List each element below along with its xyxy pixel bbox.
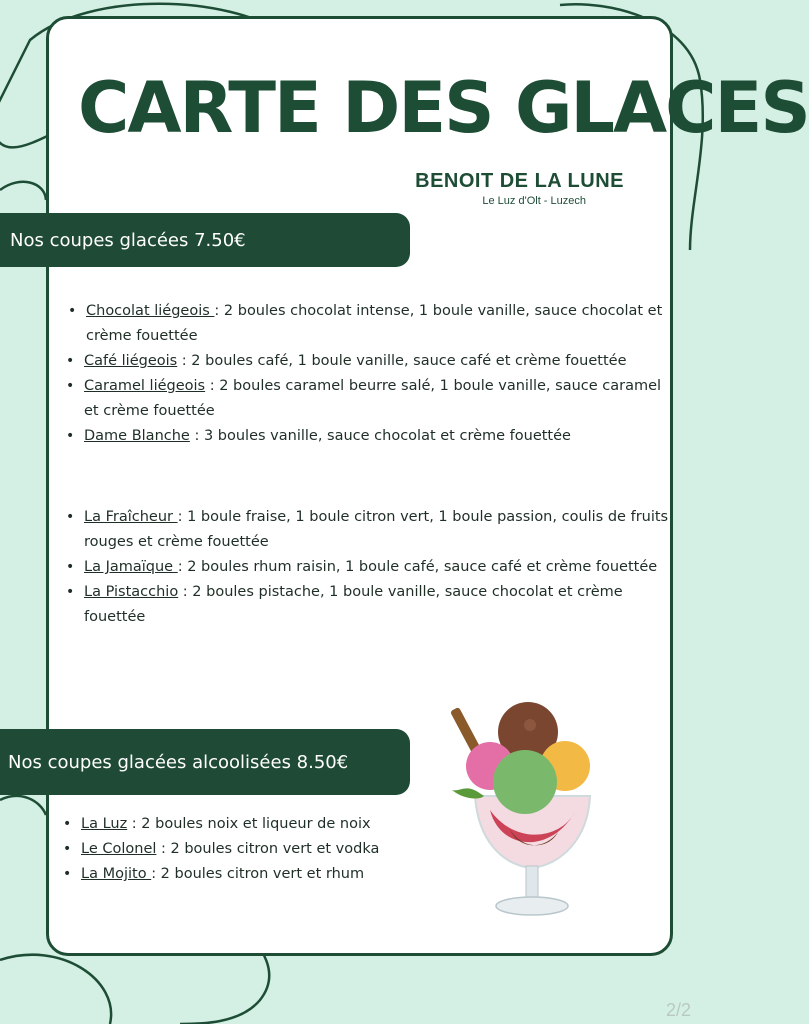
item-description: : 2 boules chocolat intense, 1 boule vanille, sauce chocolat et crème fouettée: [86, 303, 663, 344]
item-name: Le Colonel: [81, 841, 157, 857]
brand-name: BENOIT DE LA LUNE: [415, 170, 624, 192]
item-description: : 2 boules citron vert et vodka: [156, 841, 380, 857]
section-heading-coupes: [0, 213, 410, 267]
section-heading-label: Nos coupes glacées alcoolisées 8.50€: [8, 751, 349, 773]
item-description: : 2 boules noix et liqueur de noix: [127, 816, 371, 832]
item-description: : 3 boules vanille, sauce chocolat et crème fouettée: [189, 428, 571, 444]
section-heading-label: Nos coupes glacées 7.50€: [10, 229, 246, 251]
item-description: : 1 boule fraise, 1 boule citron vert, 1 boule passion, coulis de fruits rouges et crème fouettée: [84, 509, 669, 550]
ice-cream-sundae-icon: [440, 700, 610, 922]
list-item: [66, 505, 676, 555]
item-description: : 2 boules pistache, 1 boule vanille, sauce chocolat et crème fouettée: [84, 584, 623, 625]
brand-block: [415, 170, 624, 207]
list-item: [66, 555, 676, 580]
item-name: La Fraîcheur: [84, 509, 178, 525]
item-description: : 2 boules citron vert et rhum: [151, 866, 365, 882]
page-indicator: 2/2: [665, 1000, 691, 1020]
menu-list-liegeois: [68, 299, 678, 449]
menu-list-specialites: [66, 505, 676, 630]
list-item: [63, 862, 463, 887]
list-item: [63, 837, 463, 862]
item-name: La Luz: [81, 816, 128, 832]
section-heading-alcoolisees: [0, 729, 410, 795]
menu-list-alcoolisees: [63, 812, 463, 887]
item-name: Caramel liégeois: [84, 378, 206, 394]
item-name: Dame Blanche: [84, 428, 190, 444]
list-item: [66, 374, 676, 424]
list-item: [68, 299, 678, 349]
list-item: [63, 812, 463, 837]
item-description: : 2 boules café, 1 boule vanille, sauce café et crème fouettée: [177, 353, 627, 369]
brand-location: Le Luz d'Olt - Luzech: [482, 195, 586, 207]
item-name: La Jamaïque: [84, 559, 178, 575]
item-name: Café liégeois: [84, 353, 178, 369]
item-name: La Mojito: [81, 866, 152, 882]
item-description: : 2 boules rhum raisin, 1 boule café, sauce café et crème fouettée: [177, 559, 658, 575]
list-item: [66, 349, 676, 374]
item-name: La Pistacchio: [84, 584, 179, 600]
item-name: Chocolat liégeois: [86, 303, 215, 319]
list-item: [66, 424, 676, 449]
item-description: : 2 boules caramel beurre salé, 1 boule vanille, sauce caramel et crème fouettée: [84, 378, 662, 419]
list-item: [66, 580, 676, 630]
page-title: CARTE DES GLACES: [78, 67, 809, 149]
